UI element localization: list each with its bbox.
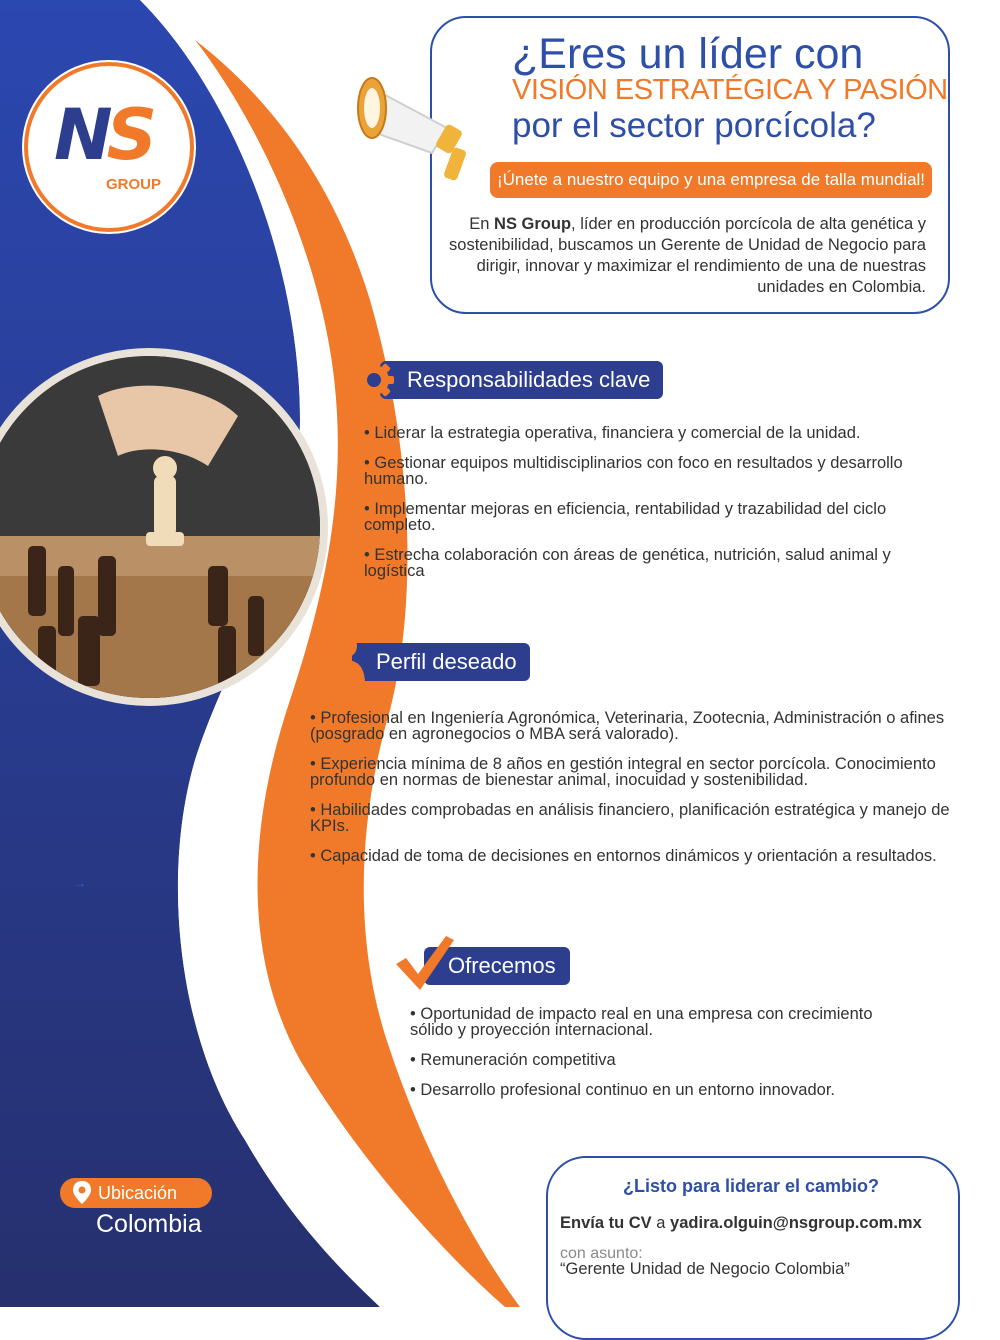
location-label: Ubicación <box>98 1183 178 1203</box>
responsabilidades-header: Responsabilidades clave <box>380 361 663 399</box>
subject-value: “Gerente Unidad de Negocio Colombia” <box>560 1260 850 1278</box>
list-item: • Remuneración competitiva <box>410 1052 880 1068</box>
list-item: • Implementar mejoras en eficiencia, rentabilidad y trazabilidad del ciclo completo. <box>364 501 954 533</box>
location-value: Colombia <box>96 1210 202 1238</box>
perfil-header: Perfil deseado <box>352 643 530 681</box>
list-item: • Habilidades comprobadas en análisis financiero, planificación estratégica y manejo de KPIs. <box>310 802 950 834</box>
subject-label: con asunto: <box>560 1245 643 1262</box>
logo-group-text: GROUP <box>106 176 162 193</box>
checkmark-icon <box>392 932 456 992</box>
list-item: • Capacidad de toma de decisiones en entornos dinámicos y orientación a resultados. <box>310 848 950 864</box>
perfil-list <box>310 710 950 878</box>
list-item: • Profesional en Ingeniería Agronómica, Veterinaria, Zootecnia, Administración o afines (posgrado en agronegocios o MBA será valorado). <box>310 710 950 742</box>
list-item: • Liderar la estrategia operativa, financiera y comercial de la unidad. <box>364 425 954 441</box>
ofrecemos-list <box>410 1006 880 1112</box>
headline-line2: VISIÓN ESTRATÉGICA Y PASIÓN <box>512 74 948 106</box>
responsabilidades-list <box>364 425 954 593</box>
list-item: • Gestionar equipos multidisciplinarios con foco en resultados y desarrollo humano. <box>364 455 954 487</box>
ns-group-logo <box>28 66 190 228</box>
location-badge <box>60 1178 212 1208</box>
gear-icon <box>352 358 396 402</box>
list-item: • Desarrollo profesional continuo en un entorno innovador. <box>410 1082 880 1098</box>
megaphone-icon <box>352 48 492 188</box>
intro-paragraph: En NS Group, líder en producción porcícola de alta genética y sostenibilidad, buscamos un Gerente de Unidad de Negocio para dirigir, innovar y maximizar el rendimiento de una de nuestras unidades en Colombia. <box>449 215 926 296</box>
person-icon <box>322 632 368 686</box>
list-item: • Experiencia mínima de 8 años en gestión integral en sector porcícola. Conocimiento profundo en normas de bienestar animal, inocuidad y sostenibilidad. <box>310 756 950 788</box>
cta-title: ¿Listo para liderar el cambio? <box>622 1176 880 1196</box>
join-banner: ¡Únete a nuestro equipo y una empresa de talla mundial! <box>490 162 932 198</box>
location-pin-icon <box>72 1180 92 1206</box>
logo-letters: NS <box>54 94 152 176</box>
arrow-icon: → <box>74 876 86 890</box>
cta-send-line: Envía tu CV a yadira.olguin@nsgroup.com.mx <box>560 1214 922 1232</box>
email-link[interactable]: yadira.olguin@nsgroup.com.mx <box>670 1214 922 1232</box>
list-item: • Oportunidad de impacto real en una empresa con crecimiento sólido y proyección internacional. <box>410 1006 880 1038</box>
headline-line3: por el sector porcícola? <box>512 106 876 145</box>
headline-line1: ¿Eres un líder con <box>512 30 864 78</box>
list-item: • Estrecha colaboración con áreas de genética, nutrición, salud animal y logística <box>364 547 954 579</box>
ofrecemos-header: Ofrecemos <box>424 947 570 985</box>
